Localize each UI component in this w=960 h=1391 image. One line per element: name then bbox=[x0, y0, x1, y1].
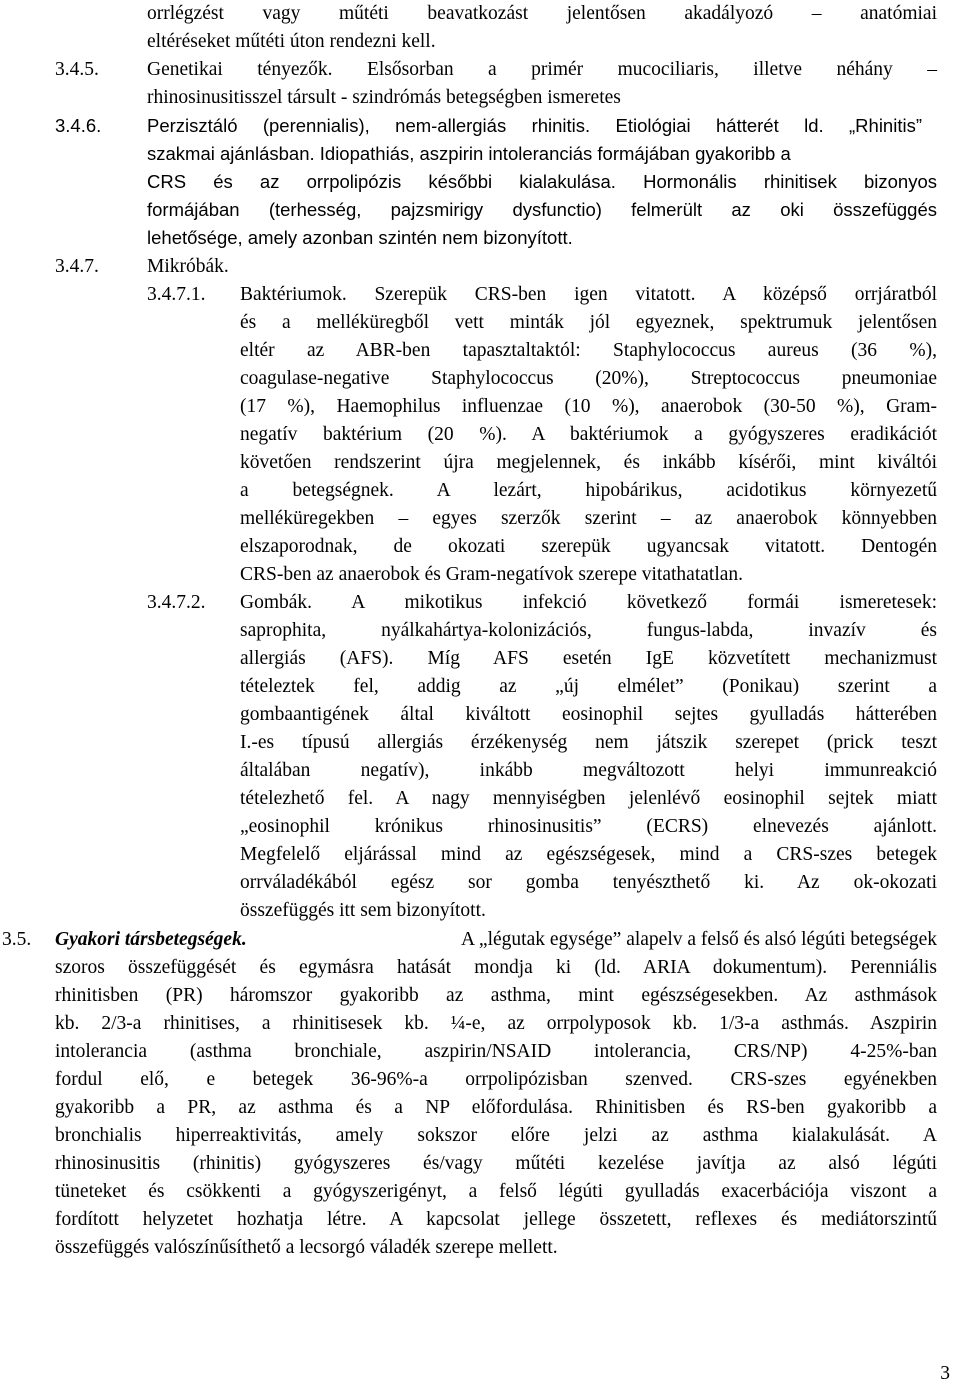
paragraph-line: orrlégzést vagy műtéti beavatkozást jelentősen akadályozó – anatómiai bbox=[147, 3, 937, 24]
paragraph-line: tételezhető fel. A nagy mennyiségben jelenlévő eosinophil sejtek miatt bbox=[240, 788, 937, 809]
item-number: 3.4.7. bbox=[55, 256, 99, 277]
section-number: 3.5. bbox=[2, 929, 32, 950]
paragraph-line: gombaantigének által kiváltott eosinophil sejtes gyulladás hátterében bbox=[240, 704, 937, 725]
paragraph-line: CRS-ben az anaerobok és Gram-negatívok szerepe vitathatatlan. bbox=[240, 564, 744, 585]
subitem-number: 3.4.7.2. bbox=[147, 592, 206, 613]
paragraph-line: általában negatív), inkább megváltozott helyi immunreakció bbox=[240, 760, 937, 781]
section-first-line-rest: A „légutak egysége” alapelv a felső és alsó légúti betegségek bbox=[461, 929, 937, 950]
paragraph-line: CRS és az orrpolipózis későbbi kialakulása. Hormonális rhinitisek bizonyos bbox=[147, 171, 937, 192]
paragraph-line: formájában (terhesség, pajzsmirigy dysfunctio) felmerült az oki összefüggés bbox=[147, 199, 937, 220]
paragraph-line: tüneteket és csökkenti a gyógyszerigényt, a felső légúti gyulladás exacerbációja viszont a bbox=[55, 1181, 937, 1202]
item-number: 3.4.6. bbox=[55, 115, 102, 136]
paragraph-line: rhinosinusitisszel társult - szindrómás betegségben ismeretes bbox=[147, 87, 621, 108]
paragraph-line: Mikróbák. bbox=[147, 256, 229, 277]
paragraph-line: Perzisztáló (perennialis), nem-allergiás rhinitis. Etiológiai hátterét ld. „Rhinitis” bbox=[147, 115, 922, 136]
paragraph-line: fordul elő, e betegek 36-96%-a orrpolipózisban szenved. CRS-szes egyénekben bbox=[55, 1069, 937, 1090]
paragraph-line: szoros összefüggését és egymásra hatását mondja ki (ld. ARIA dokumentum). Perenniális bbox=[55, 957, 937, 978]
item-number: 3.4.5. bbox=[55, 59, 99, 80]
paragraph-line: orrváladékából egész sor gomba tenyészthető ki. Az ok-okozati bbox=[240, 872, 937, 893]
paragraph-line: eltéréseket műtéti úton rendezni kell. bbox=[147, 31, 436, 52]
paragraph-line: Genetikai tényezők. Elsősorban a primér mucociliaris, illetve néhány – bbox=[147, 59, 937, 80]
paragraph-line: és a melléküregből vett minták jól egyeznek, spektrumuk jelentősen bbox=[240, 312, 937, 333]
paragraph-line: lehetősége, amely azonban szintén nem bizonyított. bbox=[147, 227, 573, 248]
paragraph-line: követően rendszerint újra megjelennek, és inkább kísérői, mint kiváltói bbox=[240, 452, 937, 473]
section-title: Gyakori társbetegségek. bbox=[55, 929, 247, 950]
paragraph-line: Gombák. A mikotikus infekció következő formái ismeretesek: bbox=[240, 592, 937, 613]
paragraph-line: szakmai ajánlásban. Idiopathiás, aszpirin intoleranciás formájában gyakoribb a bbox=[147, 143, 791, 164]
paragraph-line: negatív baktérium (20 %). A baktériumok a gyógyszeres eradikációt bbox=[240, 424, 937, 445]
paragraph-line: bronchialis hiperreaktivitás, amely sokszor előre jelzi az asthma kialakulását. A bbox=[55, 1125, 937, 1146]
paragraph-line: (17 %), Haemophilus influenzae (10 %), anaerobok (30-50 %), Gram- bbox=[240, 396, 937, 417]
section-first-line bbox=[55, 926, 937, 954]
paragraph-line: allergiás (AFS). Míg AFS esetén IgE közvetített mechanizmust bbox=[240, 648, 937, 669]
paragraph-line: Baktériumok. Szerepük CRS-ben igen vitatott. A középső orrjáratból bbox=[240, 284, 937, 305]
paragraph-line: „eosinophil krónikus rhinosinusitis” (ECRS) elnevezés ajánlott. bbox=[240, 816, 937, 837]
paragraph-line: coagulase-negative Staphylococcus (20%), Streptococcus pneumoniae bbox=[240, 368, 937, 389]
paragraph-line: gyakoribb a PR, az asthma és a NP előfordulása. Rhinitisben és RS-ben gyakoribb a bbox=[55, 1097, 937, 1118]
paragraph-line: összefüggés itt sem bizonyított. bbox=[240, 900, 486, 921]
paragraph-line: melléküregekben – egyes szerzők szerint – az anaerobok könnyebben bbox=[240, 508, 937, 529]
paragraph-line: a betegségnek. A lezárt, hipobárikus, acidotikus környezetű bbox=[240, 480, 937, 501]
paragraph-line: Megfelelő eljárással mind az egészségesek, mind a CRS-szes betegek bbox=[240, 844, 937, 865]
paragraph-line: intolerancia (asthma bronchiale, aszpirin/NSAID intolerancia, CRS/NP) 4-25%-ban bbox=[55, 1041, 937, 1062]
paragraph-line: rhinitisben (PR) háromszor gyakoribb az asthma, mint egészségesekben. Az asthmások bbox=[55, 985, 937, 1006]
paragraph-line: rhinosinusitis (rhinitis) gyógyszeres és/vagy műtéti kezelése javítja az alsó légúti bbox=[55, 1153, 937, 1174]
paragraph-line: eltér az ABR-ben tapasztaltaktól: Staphylococcus aureus (36 %), bbox=[240, 340, 937, 361]
paragraph-line: saprophita, nyálkahártya-kolonizációs, fungus-labda, invazív és bbox=[240, 620, 937, 641]
paragraph-line: tételeztek fel, addig az „új elmélet” (Ponikau) szerint a bbox=[240, 676, 937, 697]
subitem-number: 3.4.7.1. bbox=[147, 284, 206, 305]
page-number: 3 bbox=[940, 1363, 950, 1384]
paragraph-line: összefüggés valószínűsíthető a lecsorgó váladék szerepe mellett. bbox=[55, 1237, 558, 1258]
paragraph-line: elszaporodnak, de okozati szerepük ugyancsak vitatott. Dentogén bbox=[240, 536, 937, 557]
paragraph-line: I.-es típusú allergiás érzékenység nem játszik szerepet (prick teszt bbox=[240, 732, 937, 753]
paragraph-line: kb. 2/3-a rhinitises, a rhinitisesek kb. ¼-e, az orrpolyposok kb. 1/3-a asthmás. Aszpirin bbox=[55, 1013, 937, 1034]
paragraph-line: fordított helyzetet hozhatja létre. A kapcsolat jellege összetett, reflexes és mediátorszintű bbox=[55, 1209, 937, 1230]
